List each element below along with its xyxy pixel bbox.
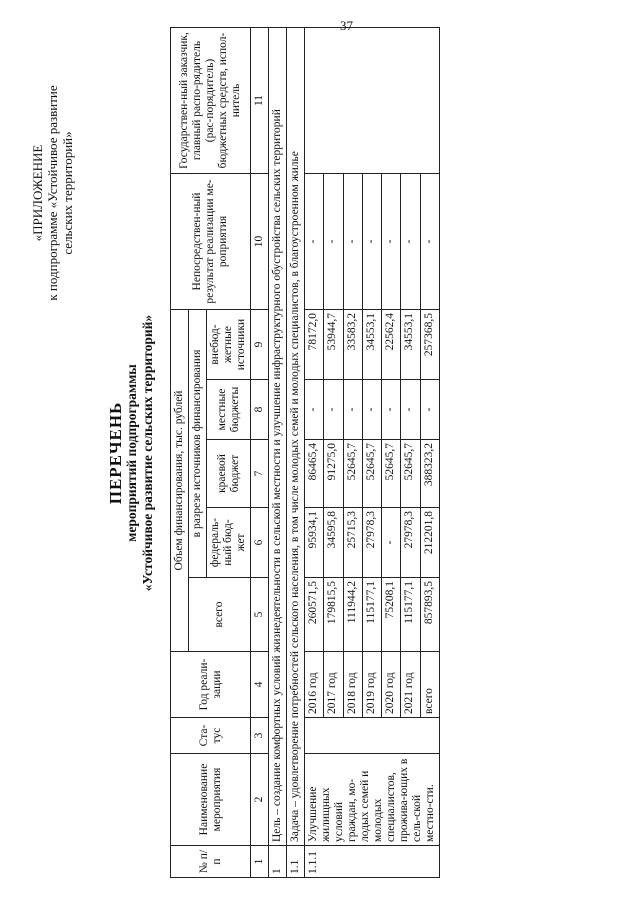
row-local: - <box>343 379 362 439</box>
column-index: 11 <box>251 27 269 173</box>
row-regional: 388323,2 <box>420 439 439 507</box>
column-index: 2 <box>251 753 269 845</box>
subprogram-name: «Устойчивое развитие сельских территорий» <box>140 314 155 591</box>
header-federal: федераль-ный бюд-жет <box>207 507 251 577</box>
row-local: - <box>324 379 343 439</box>
row-total: 260571,5 <box>305 577 324 651</box>
measure-status <box>305 717 440 753</box>
row-local: - <box>305 379 324 439</box>
row-regional: 52645,7 <box>343 439 362 507</box>
row-result: - <box>382 173 401 309</box>
document-subtitle: мероприятий подпрограммы <box>124 363 139 542</box>
measures-table <box>170 27 440 878</box>
measure-num: 1.1.1 <box>305 845 440 877</box>
appendix-line-3: сельских территорий» <box>60 130 75 255</box>
appendix-line-2: к подпрограмме «Устойчивое развитие <box>45 84 60 301</box>
row-total: 111944,2 <box>343 577 362 651</box>
column-index: 5 <box>251 577 269 651</box>
goal-num: 1 <box>269 845 287 877</box>
document-heading <box>108 28 156 878</box>
row-result: - <box>420 173 439 309</box>
measure-name: Улучшение жилищных условий граждан, мо-лодых семей и молодых специалистов, прожива-ющих в сель-ской местно-сти. <box>305 753 440 845</box>
header-regional: краевой бюджет <box>207 439 251 507</box>
row-local: - <box>420 379 439 439</box>
document-title: ПЕРЕЧЕНЬ <box>106 401 125 504</box>
row-total: 857893,5 <box>420 577 439 651</box>
row-regional: 52645,7 <box>362 439 381 507</box>
row-extra: 34553,1 <box>362 309 381 379</box>
row-year: 2017 год <box>324 651 343 717</box>
row-result: - <box>343 173 362 309</box>
column-index: 8 <box>251 379 269 439</box>
appendix-note <box>30 28 75 358</box>
row-total: 75208,1 <box>382 577 401 651</box>
task-text: Задача – удовлетворение потребностей сельского населения, в том числе молодых семей и молодых специалистов, в благоустроенном жилье <box>287 27 305 845</box>
row-extra: 78172,0 <box>305 309 324 379</box>
header-volume: Объем финансирования, тыс. рублей <box>171 309 189 651</box>
row-total: 115177,1 <box>401 577 420 651</box>
column-index: 4 <box>251 651 269 717</box>
header-customer: Государствен-ный заказчик, главный распо-рядитель (рас-порядитель) бюджетных средств, испол-нитель <box>171 27 251 173</box>
row-year: 2018 год <box>343 651 362 717</box>
row-total: 179815,5 <box>324 577 343 651</box>
row-federal: - <box>382 507 401 577</box>
header-local: местные бюджеты <box>207 379 251 439</box>
goal-row <box>269 27 287 877</box>
row-year: всего <box>420 651 439 717</box>
row-local: - <box>362 379 381 439</box>
goal-text: Цель – создание комфортных условий жизнедеятельности в сельской местности и улучшение инфраструктурного обустройства сельских территорий <box>269 27 287 845</box>
row-regional: 52645,7 <box>401 439 420 507</box>
task-row <box>287 27 305 877</box>
row-year: 2020 год <box>382 651 401 717</box>
row-federal: 25715,3 <box>343 507 362 577</box>
column-index: 10 <box>251 173 269 309</box>
column-index: 3 <box>251 717 269 753</box>
row-extra: 34553,1 <box>401 309 420 379</box>
header-num: № п/п <box>171 845 251 877</box>
row-regional: 52645,7 <box>382 439 401 507</box>
row-federal: 27978,3 <box>401 507 420 577</box>
page-number: 37 <box>340 18 353 33</box>
header-extra: внебюд-жетные источники <box>207 309 251 379</box>
row-local: - <box>382 379 401 439</box>
measure-customer <box>305 27 440 173</box>
row-result: - <box>305 173 324 309</box>
row-result: - <box>362 173 381 309</box>
row-extra: 33583,2 <box>343 309 362 379</box>
header-sources: в разрезе источников финансирования <box>189 309 207 577</box>
header-result: Непосредствен-ный результат реализации ме-роприятия <box>171 173 251 309</box>
appendix-line-1: «ПРИЛОЖЕНИЕ <box>30 144 45 241</box>
row-federal: 27978,3 <box>362 507 381 577</box>
row-result: - <box>401 173 420 309</box>
row-extra: 53944,7 <box>324 309 343 379</box>
row-federal: 95934,1 <box>305 507 324 577</box>
row-year: 2016 год <box>305 651 324 717</box>
row-year: 2019 год <box>362 651 381 717</box>
column-index: 7 <box>251 439 269 507</box>
column-index-row <box>251 27 269 877</box>
row-regional: 86465,4 <box>305 439 324 507</box>
rotated-page-content <box>30 28 610 878</box>
task-num: 1.1 <box>287 845 305 877</box>
column-index: 6 <box>251 507 269 577</box>
row-result: - <box>324 173 343 309</box>
header-status: Ста-тус <box>171 717 251 753</box>
row-federal: 212201,8 <box>420 507 439 577</box>
row-extra: 257368,5 <box>420 309 439 379</box>
header-name: Наименование мероприятия <box>171 753 251 845</box>
row-extra: 22562,4 <box>382 309 401 379</box>
column-index: 9 <box>251 309 269 379</box>
row-year: 2021 год <box>401 651 420 717</box>
header-total: всего <box>189 577 251 651</box>
column-index: 1 <box>251 845 269 877</box>
header-year: Год реали-зации <box>171 651 251 717</box>
row-local: - <box>401 379 420 439</box>
row-federal: 34595,8 <box>324 507 343 577</box>
row-total: 115177,1 <box>362 577 381 651</box>
table-row <box>305 27 324 877</box>
row-regional: 91275,0 <box>324 439 343 507</box>
